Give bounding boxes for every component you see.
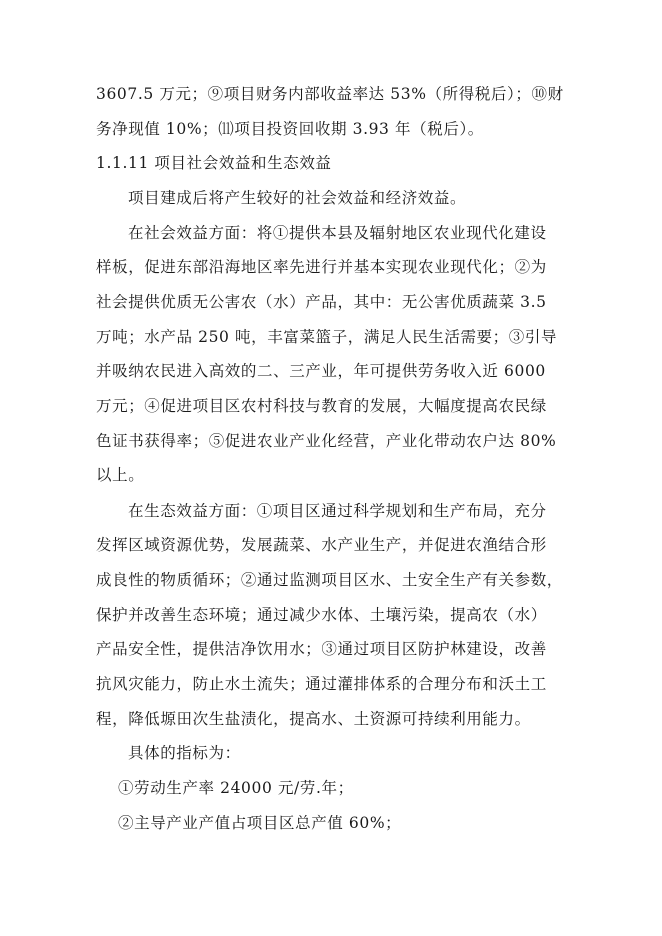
social-benefit-line-5: 并吸纳农民进入高效的二、三产业，年可提供劳务收入近 6000 bbox=[96, 362, 546, 380]
indicator-item-2: ②主导产业产值占项目区总产值 60%； bbox=[118, 814, 402, 832]
eco-benefit-line-1: 在生态效益方面：①项目区通过科学规划和生产布局，充分 bbox=[128, 502, 547, 520]
social-benefit-line-7: 色证书获得率；⑤促进农业产业化经营，产业化带动农户达 80% bbox=[96, 432, 557, 450]
paragraph-intro: 项目建成后将产生较好的社会效益和经济效益。 bbox=[128, 189, 467, 207]
social-benefit-line-1: 在社会效益方面：将①提供本县及辐射地区农业现代化建设 bbox=[128, 224, 547, 242]
eco-benefit-line-5: 产品安全性，提供洁净饮用水；③通过项目区防护林建设，改善 bbox=[96, 640, 547, 658]
social-benefit-line-4: 万吨；水产品 250 吨，丰富菜篮子，满足人民生活需要；③引导 bbox=[96, 328, 558, 346]
social-benefit-line-2: 样板，促进东部沿海地区率先进行并基本实现农业现代化；②为 bbox=[96, 258, 547, 276]
eco-benefit-line-6: 抗风灾能力，防止水土流失；通过灌排体系的合理分布和沃土工 bbox=[96, 675, 547, 693]
eco-benefit-line-2: 发挥区域资源优势，发展蔬菜、水产业生产，并促进农渔结合形 bbox=[96, 536, 547, 554]
indicator-item-1: ①劳动生产率 24000 元/劳.年； bbox=[118, 779, 354, 797]
section-heading: 1.1.11 项目社会效益和生态效益 bbox=[96, 154, 332, 172]
text-line-financial-1: 3607.5 万元；⑨项目财务内部收益率达 53%（所得税后）；⑩财 bbox=[96, 85, 564, 103]
social-benefit-line-3: 社会提供优质无公害农（水）产品，其中：无公害优质蔬菜 3.5 bbox=[96, 293, 547, 311]
text-line-financial-2: 务净现值 10%；⑾项目投资回收期 3.93 年（税后）。 bbox=[96, 120, 484, 138]
eco-benefit-line-7: 程，降低塬田次生盐渍化，提高水、土资源可持续利用能力。 bbox=[96, 710, 531, 728]
eco-benefit-line-4: 保护并改善生态环境；通过减少水体、土壤污染，提高农（水） bbox=[96, 606, 547, 624]
social-benefit-line-6: 万元；④促进项目区农村科技与教育的发展，大幅度提高农民绿 bbox=[96, 397, 547, 415]
social-benefit-line-8: 以上。 bbox=[96, 466, 145, 484]
eco-benefit-line-3: 成良性的物质循环；②通过监测项目区水、土安全生产有关参数， bbox=[96, 571, 563, 589]
indicators-heading: 具体的指标为： bbox=[128, 744, 241, 762]
